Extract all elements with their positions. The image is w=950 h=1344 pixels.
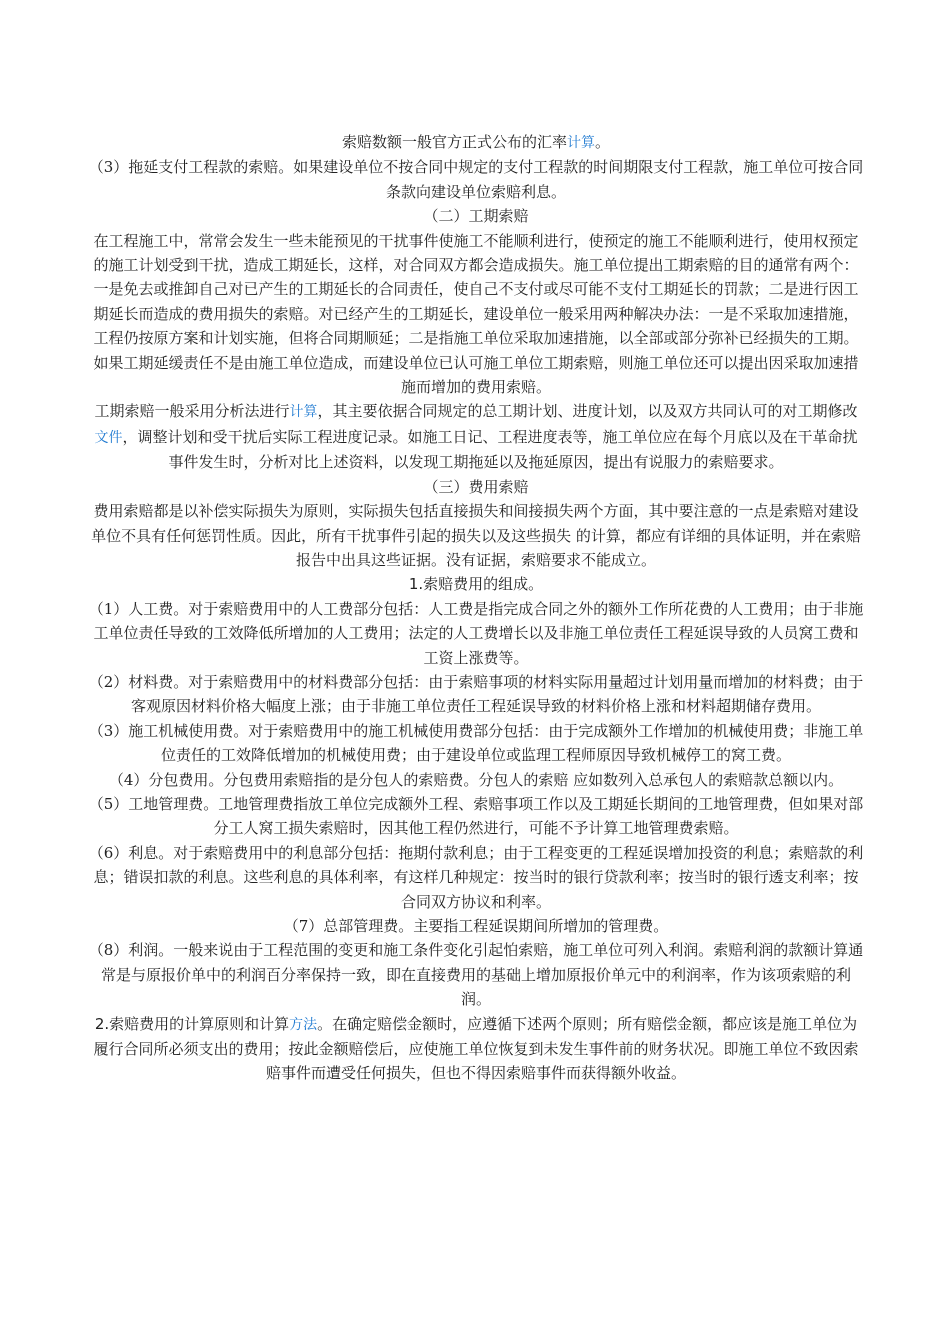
inline-link[interactable]: 方法 (289, 1016, 318, 1033)
paragraph (88, 1012, 864, 1086)
paragraph (88, 768, 864, 792)
text-run: 索赔费用的组成。 (423, 575, 544, 594)
paragraph (88, 719, 864, 768)
paragraph (88, 670, 864, 719)
text-run: （2）材料费。对于索赔费用中的材料费部分包括：由于索赔事项的材料实际用量超过计划用量而增加的材料费；由于客观原因材料价格大幅度上涨；由于非施工单位责任工程延误导致的材料价格上涨和材料超期储存费用。 (88, 672, 864, 716)
text-run: （8）利润。一般来说由于工程范围的变更和施工条件变化引起怕索赔，施工单位可列入利润。索赔利润的款额计算通常是与原报价单中的利润百分率保持一致，即在直接费用的基础上增加原报价单元中的利润率，作为该项索赔的利润。 (88, 941, 864, 1009)
text-run: （6）利息。对于索赔费用中的利息部分包括：拖期付款利息；由于工程变更的工程延误增加投资的利息；索赔款的利息；错误扣款的利息。这些利息的具体利率，有这样几种规定：按当时的银行贷款利率；按当时的银行透支利率；按合同双方协议和利率。 (88, 843, 864, 911)
text-run: （3）施工机械使用费。对于索赔费用中的施工机械使用费部分包括：由于完成额外工作增加的机械使用费；非施工单位责任的工效降低增加的机械使用费；由于建设单位或监理工程师原因导致机械停工的窝工费。 (88, 721, 864, 765)
paragraph (88, 475, 864, 499)
text-run: 索赔数额一般官方正式公布的汇率 (341, 133, 567, 151)
text-run: （4）分包费用。分包费用索赔指的是分包人的索赔费。分包人的索赔 应如数列入总承包人的索赔款总额以内。 (108, 770, 844, 789)
paragraph (88, 914, 864, 938)
paragraph (88, 229, 864, 400)
text-run: （3）拖延支付工程款的索赔。如果建设单位不按合同中规定的支付工程款的时间期限支付工程款，施工单位可按合同条款向建设单位索赔利息。 (88, 158, 864, 201)
paragraph (88, 597, 864, 670)
paragraph (88, 841, 864, 914)
text-run: （7）总部管理费。主要指工程延误期间所增加的管理费。 (283, 917, 669, 935)
paragraph (88, 130, 864, 155)
text-run: 费用索赔都是以补偿实际损失为原则，实际损失包括直接损失和间接损失两个方面，其中要注意的一点是索赔对建设单位不具有任何惩罚性质。因此，所有干扰事件引起的损失以及这些损失 的计算，都应有详细的具体证明，并在索赔报告中出具这些证据。没有证据，索赔要求不能成立。 (91, 502, 861, 569)
paragraph (88, 792, 864, 841)
text-run: 索赔费用的计算原则和计算 (109, 1014, 290, 1033)
paragraph (88, 938, 864, 1011)
text-run: 。 (595, 133, 611, 151)
text-run: 在工程施工中，常常会发生一些未能预见的干扰事件使施工不能顺利进行，使预定的施工不能顺利进行，使用权预定的施工计划受到干扰，造成工期延长，这样，对合同双方都会造成损失。施工单位提出工期索赔的目的通常有两个：一是免去或推卸自己对已产生的工期延长的合同责任，使自己不支付或尽可能不支付工期延长的罚款；二是进行因工期延长而造成的费用损失的索赔。对已经产生的工期延长，建设单位一般采用两种解决办法：一是不采取加速措施，工程仍按原方案和计划实施，但将合同期顺延；二是指施工单位采取加速措施，以全部或部分弥补已经损失的工期。如果工期延缓责任不是由施工单位造成，而建设单位已认可施工单位工期索赔，则施工单位还可以提出因采取加速措施而增加的费用索赔。 (93, 231, 859, 397)
text-run: 。在确定赔偿金额时，应遵循下述两个原则；所有赔偿金额，都应该是施工单位为履行合同所必须支出的费用；按此金额赔偿后，应使施工单位恢复到未发生事件前的财务状况。即施工单位不致因索赔事件而遭受任何损失，但也不得因索赔事件而获得额外收益。 (93, 1014, 859, 1083)
text-run: （二）工期索赔 (423, 207, 529, 226)
section-number: 2. (94, 1014, 110, 1033)
paragraph (88, 155, 864, 204)
text-run: ，其主要依据合同规定的总工期计划、进度计划，以及双方共同认可的对工期修改 (317, 402, 858, 421)
paragraph (88, 572, 864, 596)
text-run: （5）工地管理费。工地管理费指放工单位完成额外工程、索赔事项工作以及工期延长期间的工地管理费，但如果对部分工人窝工损失索赔时，因其他工程仍然进行，可能不予计算工地管理费索赔。 (88, 794, 864, 838)
paragraph (88, 204, 864, 228)
text-run: （1）人工费。对于索赔费用中的人工费部分包括：人工费是指完成合同之外的额外工作所花费的人工费用；由于非施工单位责任导致的工效降低所增加的人工费用；法定的人工费增长以及非施工单位责任工程延误导致的人员窝工费和工资上涨费等。 (88, 599, 864, 667)
text-run: ，调整计划和受干扰后实际工程进度记录。如施工日记、工程进度表等，施工单位应在每个月底以及在干革命扰事件发生时，分析对比上述资料，以发现工期拖延以及拖延原因，提出有说服力的索赔要求。 (122, 427, 858, 472)
text-run: 工期索赔一般采用分析法进行 (94, 402, 290, 421)
inline-link[interactable]: 计算 (567, 135, 595, 151)
text-run: （三）费用索赔 (423, 477, 529, 496)
paragraph (88, 399, 864, 474)
inline-link[interactable]: 文件 (94, 429, 123, 446)
document-body (88, 130, 864, 1086)
section-number: 1. (408, 575, 424, 594)
inline-link[interactable]: 计算 (289, 404, 318, 421)
paragraph (88, 499, 864, 572)
